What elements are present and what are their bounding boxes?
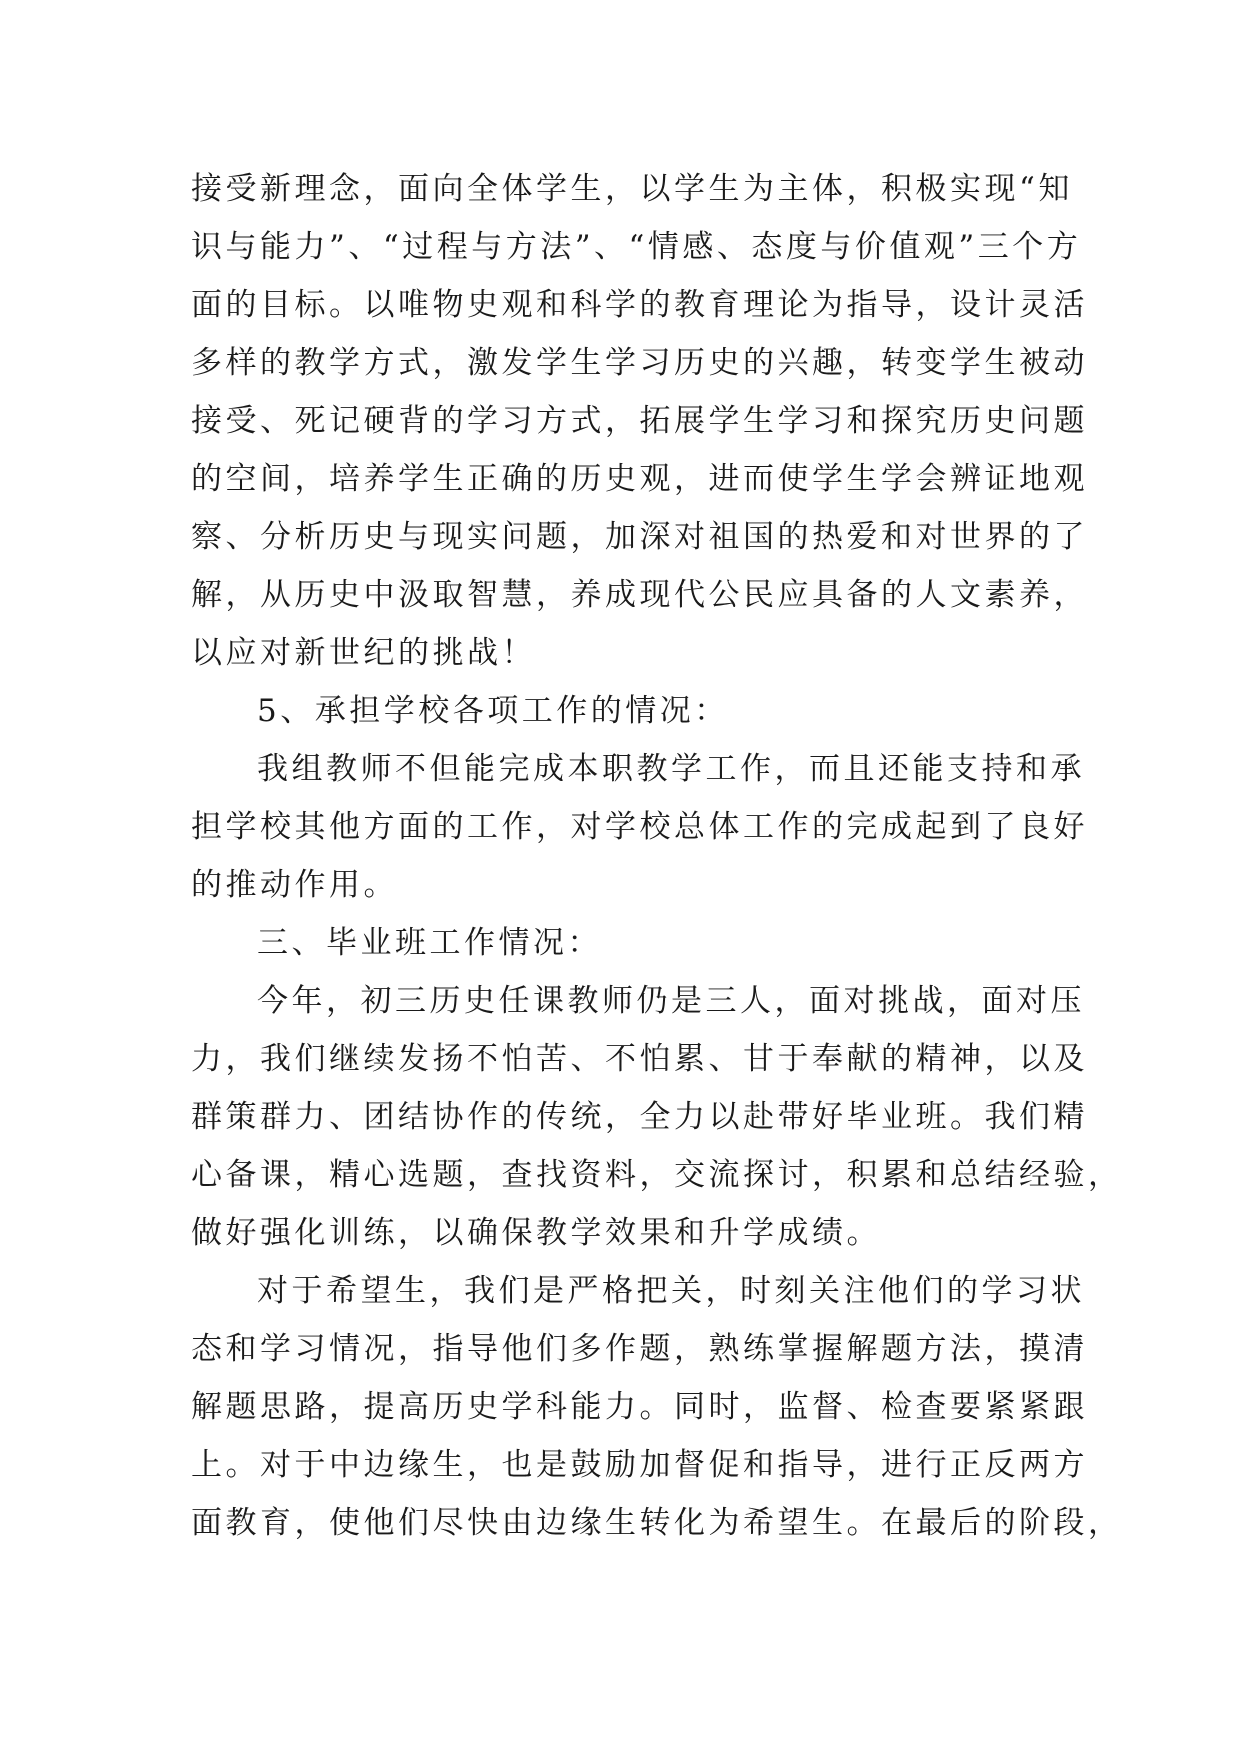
text-line: 群策群力、团结协作的传统，全力以赴带好毕业班。我们精 [191, 1099, 1088, 1135]
text-line: 的空间，培养学生正确的历史观，进而使学生学会辨证地观 [191, 461, 1088, 497]
text-line: 察、分析历史与现实问题，加深对祖国的热爱和对世界的了 [191, 519, 1088, 555]
text-line: 解题思路，提高历史学科能力。同时，监督、检查要紧紧跟 [191, 1389, 1088, 1425]
body-text [191, 160, 1123, 1552]
text-line: 面教育，使他们尽快由边缘生转化为希望生。在最后的阶段， [191, 1505, 1123, 1541]
text-line: 对于希望生，我们是严格把关，时刻关注他们的学习状 [257, 1273, 1085, 1309]
text-line: 我组教师不但能完成本职教学工作，而且还能支持和承 [257, 751, 1085, 787]
text-line: 面的目标。以唯物史观和科学的教育理论为指导，设计灵活 [191, 287, 1088, 323]
section-heading: 5、承担学校各项工作的情况： [257, 693, 729, 729]
text-line: 力，我们继续发扬不怕苦、不怕累、甘于奉献的精神，以及 [191, 1041, 1088, 1077]
text-line: 担学校其他方面的工作，对学校总体工作的完成起到了良好 [191, 809, 1088, 845]
text-line: 识与能力”、“过程与方法”、“情感、态度与价值观”三个方 [191, 229, 1082, 265]
text-line: 今年，初三历史任课教师仍是三人，面对挑战，面对压 [257, 983, 1085, 1019]
text-line: 上。对于中边缘生，也是鼓励加督促和指导，进行正反两方 [191, 1447, 1088, 1483]
text-line: 接受、死记硬背的学习方式，拓展学生学习和探究历史问题 [191, 403, 1088, 439]
text-line: 以应对新世纪的挑战！ [191, 635, 536, 671]
section-heading: 三、毕业班工作情况： [257, 925, 602, 961]
text-line: 的推动作用。 [191, 867, 398, 903]
text-line: 解，从历史中汲取智慧，养成现代公民应具备的人文素养， [191, 577, 1088, 613]
text-line: 做好强化训练，以确保教学效果和升学成绩。 [191, 1215, 881, 1251]
text-line: 接受新理念，面向全体学生，以学生为主体，积极实现“知 [191, 171, 1073, 207]
text-line: 心备课，精心选题，查找资料，交流探讨，积累和总结经验， [191, 1157, 1123, 1193]
text-line: 多样的教学方式，激发学生学习历史的兴趣，转变学生被动 [191, 345, 1088, 381]
text-line: 态和学习情况，指导他们多作题，熟练掌握解题方法，摸清 [191, 1331, 1088, 1367]
